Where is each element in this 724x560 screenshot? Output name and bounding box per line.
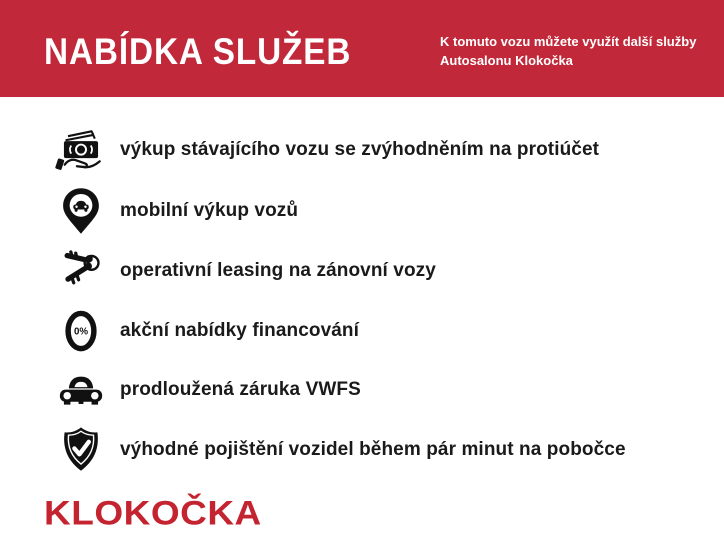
keys-icon [54,243,108,299]
service-label: výkup stávajícího vozu se zvýhodněním na protiúčet [120,139,600,160]
zero-percent-icon [54,303,108,359]
header-banner [0,0,724,97]
car-location-pin-icon [54,183,108,239]
service-label: prodloužená záruka VWFS [120,379,361,400]
service-label: operativní leasing na zánovní vozy [120,260,436,281]
zero-percent-label: 0% [73,326,89,338]
page-title: NABÍDKA SLUŽEB [44,31,352,72]
shield-check-icon [54,422,108,478]
header-subtitle-line2: Autosalonu Klokočka [440,53,573,68]
header-subtitle-line1: K tomuto vozu můžete využít další služby [440,34,697,49]
service-row-leasing [54,243,436,299]
service-row-trade-in [54,122,599,178]
service-row-warranty [54,362,361,418]
car-icon [54,362,108,418]
cash-in-hand-icon [54,122,108,178]
service-row-financing [54,303,359,359]
header-subtitle [440,32,696,70]
service-label: výhodné pojištění vozidel během pár minut na pobočce [120,439,626,460]
service-row-insurance [54,422,626,478]
service-label: akční nabídky financování [120,320,360,341]
service-row-mobile-buyout [54,183,298,239]
klokocka-logo: KLOKOČKA [44,494,262,532]
service-label: mobilní výkup vozů [120,200,299,221]
